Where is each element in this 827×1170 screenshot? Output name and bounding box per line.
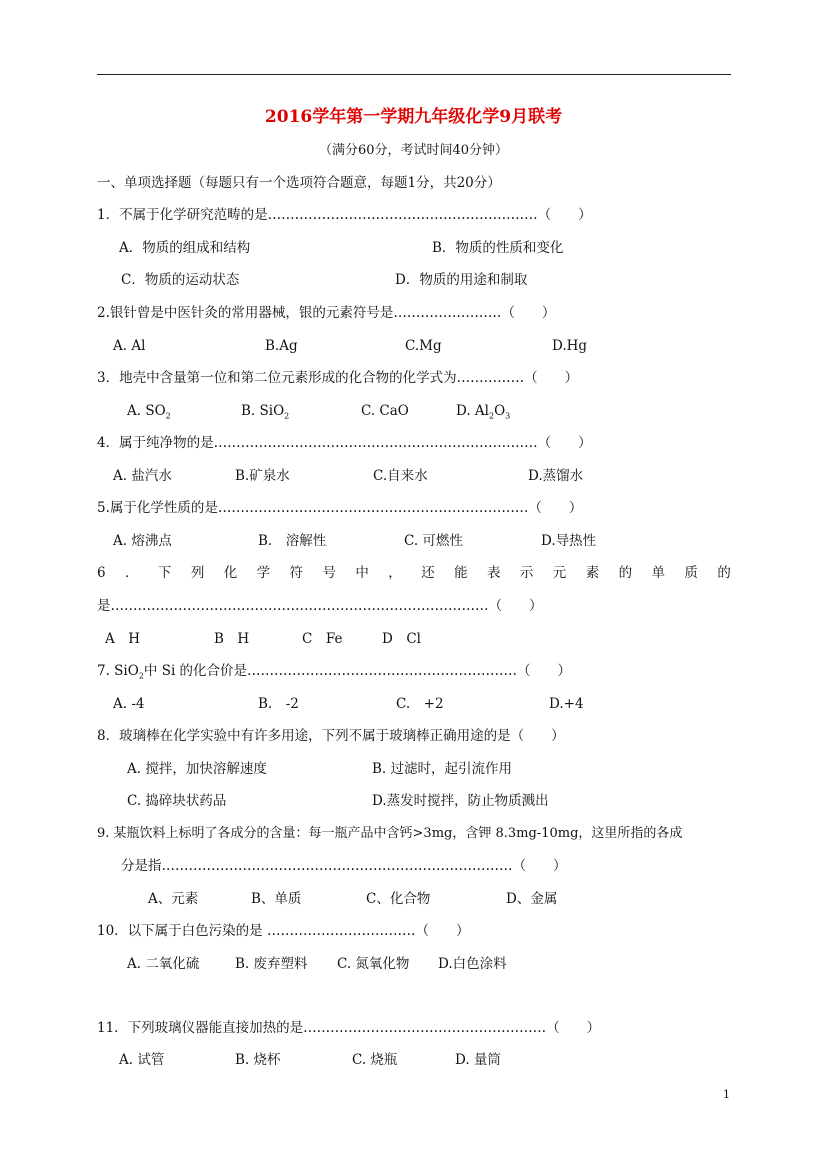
q9-option-b: B、单质 bbox=[251, 891, 302, 907]
q6-stem-char: 质 bbox=[684, 565, 698, 581]
q5-option-c: C. 可燃性 bbox=[404, 533, 463, 549]
q6-stem-char: 还 bbox=[421, 565, 435, 581]
q2-option-b: B.Ag bbox=[265, 338, 298, 354]
q8-option-a: A. 搅拌，加快溶解速度 bbox=[127, 761, 267, 777]
question-3: 3．地壳中含量第一位和第二位元素形成的化合物的化学式为……………（ ） bbox=[97, 370, 579, 386]
q9-option-a: A、元素 bbox=[148, 891, 199, 907]
q9-option-d: D、金属 bbox=[506, 891, 558, 907]
question-11: 11．下列玻璃仪器能直接加热的是………………………………………………（ ） bbox=[97, 1020, 601, 1036]
q4-option-c: C.自来水 bbox=[373, 468, 428, 484]
q6-stem-char: 下 bbox=[157, 565, 172, 581]
question-9: 9. 某瓶饮料上标明了各成分的含量：每一瓶产品中含钙>3mg，含钾 8.3mg-10mg，这里所指的各成 bbox=[97, 826, 683, 841]
q6-option-a: A H bbox=[105, 631, 141, 647]
q8-option-b: B. 过滤时，起引流作用 bbox=[372, 761, 513, 777]
q7-option-b: B. -2 bbox=[258, 696, 299, 712]
q6-stem-char: 中 bbox=[355, 565, 369, 581]
question-6-cont: 是…………………………………………………………………………（ ） bbox=[97, 598, 543, 614]
q6-option-c: C Fe bbox=[302, 631, 343, 647]
q1-option-d: D．物质的用途和制取 bbox=[395, 272, 528, 288]
question-9-cont: 分是指……………………………………………………………………（ ） bbox=[121, 858, 567, 874]
question-7: 7. SiO$_2$中 Si 的化合价是……………………………………………………（ ） bbox=[97, 663, 572, 681]
q10-option-a: A. 二氧化硫 bbox=[127, 956, 200, 972]
q11-option-c: C. 烧瓶 bbox=[352, 1052, 398, 1068]
q6-stem-char: 列 bbox=[190, 565, 205, 581]
q6-stem-char: 素 bbox=[585, 565, 600, 581]
page-title: 2016学年第一学期九年级化学9月联考 bbox=[264, 107, 563, 127]
q6-stem-char: 的 bbox=[618, 565, 633, 581]
q11-option-a: A. 试管 bbox=[119, 1052, 165, 1068]
question-5: 5.属于化学性质的是……………………………………………………………（ ） bbox=[97, 500, 583, 516]
question-1: 1．不属于化学研究范畴的是……………………………………………………（ ） bbox=[97, 207, 592, 223]
q5-option-a: A. 熔沸点 bbox=[113, 533, 172, 549]
q6-stem-char: 号 bbox=[322, 565, 336, 581]
q10-option-d: D.白色涂料 bbox=[438, 956, 507, 972]
question-10: 10．以下属于白色污染的是 ……………………………（ ） bbox=[97, 923, 470, 939]
q8-option-d: D.蒸发时搅拌，防止物质溅出 bbox=[372, 793, 549, 809]
q6-stem-char: 示 bbox=[519, 565, 534, 581]
q5-option-b: B. 溶解性 bbox=[258, 533, 327, 549]
q6-stem-char: 元 bbox=[552, 565, 567, 581]
header-rule bbox=[97, 74, 731, 75]
q3-option-c: C. CaO bbox=[361, 403, 409, 419]
q6-stem-char: ， bbox=[388, 565, 402, 581]
q1-option-c: C．物质的运动状态 bbox=[121, 272, 240, 288]
q9-option-c: C、化合物 bbox=[366, 891, 431, 907]
question-6 bbox=[97, 564, 731, 582]
q10-option-c: C. 氮氧化物 bbox=[337, 956, 410, 972]
q6-option-b: B H bbox=[214, 631, 250, 647]
q6-stem-char: 表 bbox=[486, 565, 501, 581]
q2-option-c: C.Mg bbox=[405, 338, 442, 354]
q3-option-b: B. SiO$_2$ bbox=[241, 403, 290, 421]
question-4: 4．属于纯净物的是………………………………………………………………（ ） bbox=[97, 435, 592, 451]
q2-option-d: D.Hg bbox=[552, 338, 588, 354]
q3-option-d: D. $Al_2O_3$ bbox=[456, 403, 511, 421]
q6-stem-char: 的 bbox=[717, 565, 731, 581]
q11-option-b: B. 烧杯 bbox=[235, 1052, 281, 1068]
q7-option-d: D.+4 bbox=[549, 696, 584, 712]
q6-stem-char: 学 bbox=[256, 565, 271, 581]
q6-stem-char: ． bbox=[125, 565, 139, 581]
q5-option-d: D.导热性 bbox=[541, 533, 597, 549]
question-2: 2.银针曾是中医针灸的常用器械，银的元素符号是……………………（ ） bbox=[97, 305, 556, 321]
question-8: 8．玻璃棒在化学实验中有许多用途，下列不属于玻璃棒正确用途的是（ ） bbox=[97, 728, 565, 744]
q1-option-a: A．物质的组成和结构 bbox=[119, 240, 251, 256]
q7-option-c: C. +2 bbox=[396, 696, 444, 712]
q4-option-d: D.蒸馏水 bbox=[528, 468, 584, 484]
q6-stem-char: 化 bbox=[223, 565, 238, 581]
q11-option-d: D. 量筒 bbox=[455, 1052, 501, 1068]
q1-option-b: B．物质的性质和变化 bbox=[432, 240, 564, 256]
q7-option-a: A. -4 bbox=[113, 696, 145, 712]
section-heading: 一、单项选择题（每题只有一个选项符合题意，每题1分，共20分） bbox=[97, 175, 501, 191]
q10-option-b: B. 废弃塑料 bbox=[235, 956, 308, 972]
q4-option-b: B.矿泉水 bbox=[235, 468, 290, 484]
q2-option-a: A. Al bbox=[113, 338, 146, 354]
q4-option-a: A. 盐汽水 bbox=[113, 468, 172, 484]
q3-option-a: A. $SO_2$ bbox=[127, 403, 171, 421]
q6-option-d: D Cl bbox=[382, 631, 421, 647]
exam-info: （满分60分，考试时间40分钟） bbox=[318, 143, 509, 158]
q6-stem-char: 符 bbox=[289, 565, 304, 581]
page-number: 1 bbox=[723, 1088, 730, 1101]
q6-stem-char: 单 bbox=[651, 565, 665, 581]
q8-option-c: C. 捣碎块状药品 bbox=[127, 793, 227, 809]
q6-stem-char: 能 bbox=[454, 565, 468, 581]
q6-stem-char: 6 bbox=[97, 565, 106, 581]
